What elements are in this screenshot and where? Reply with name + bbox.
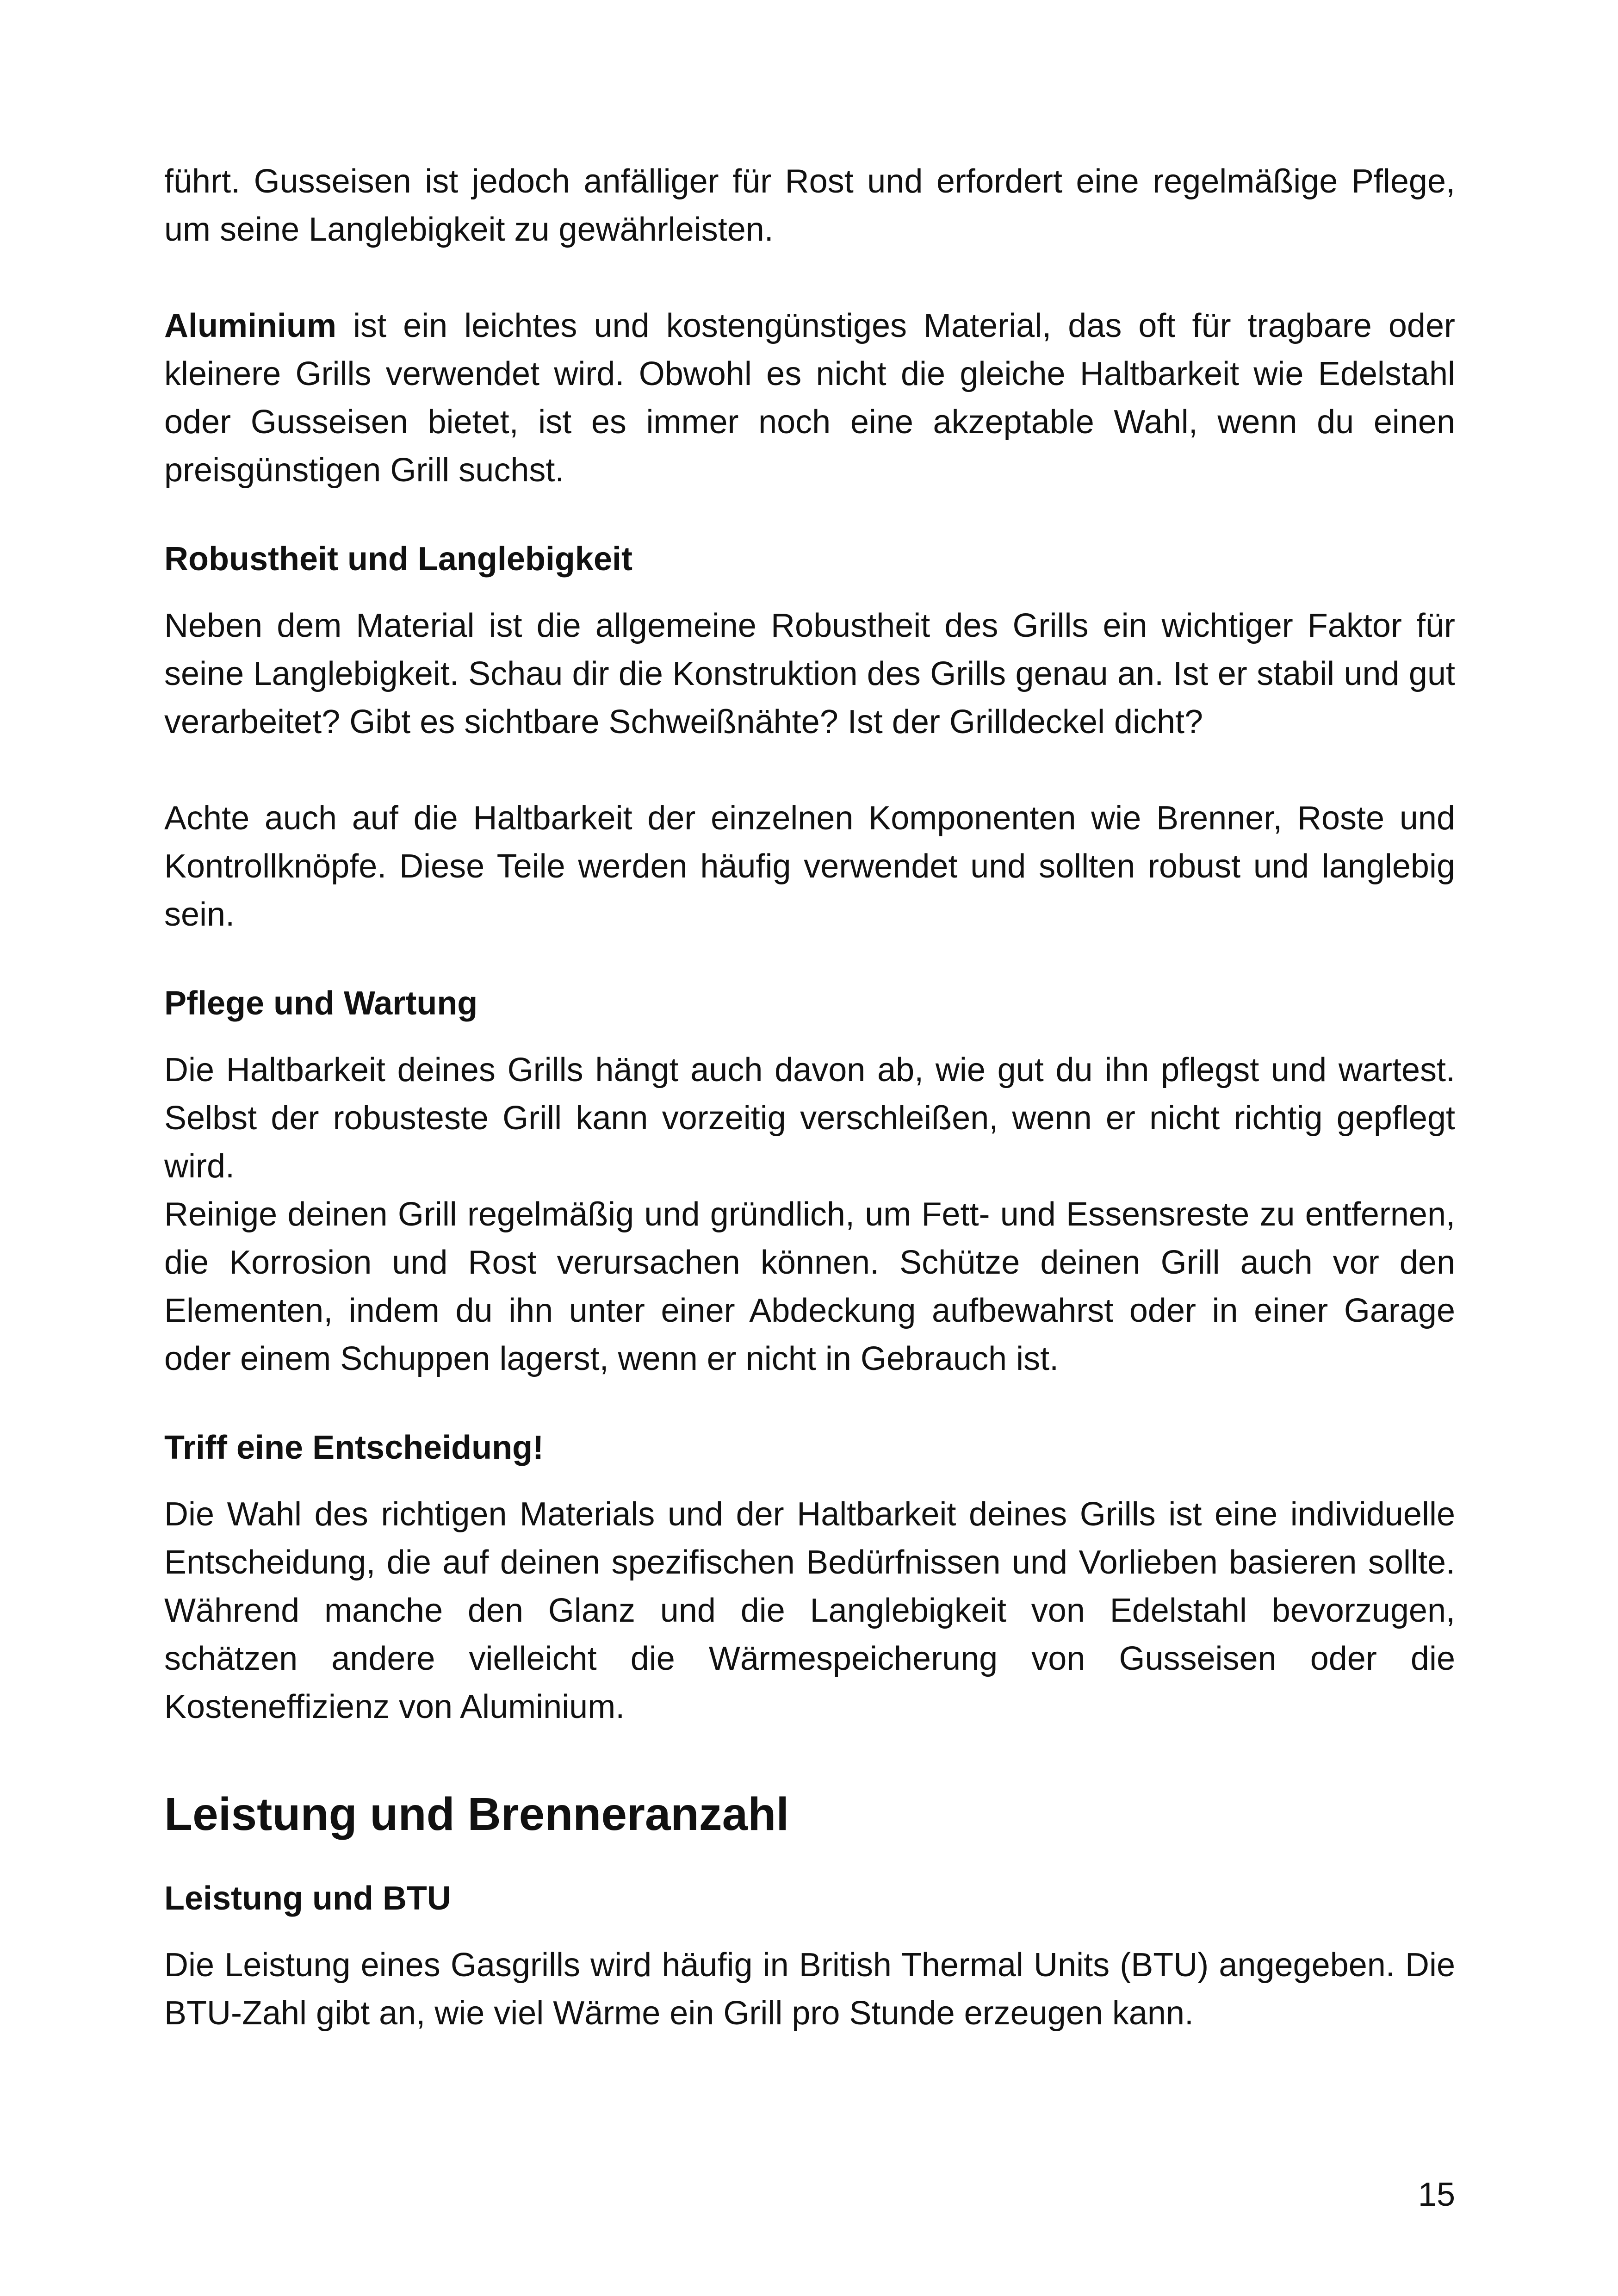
page-number: 15 (1418, 2176, 1455, 2213)
heading-entscheidung: Triff eine Entscheidung! (164, 1429, 544, 1466)
paragraph-aluminium (164, 302, 1455, 494)
paragraph-robustheit-1: Neben dem Material ist die allgemeine Robustheit des Grills ein wichtiger Faktor für seine Langlebigkeit. Schau dir die Konstruktion des Grills genau an. Ist er stabil und gut verarbeitet? Gibt es sichtbare Schweißnähte? Ist der Grilldeckel dicht? (164, 607, 1455, 740)
heading-pflege: Pflege und Wartung (164, 985, 478, 1022)
aluminium-lead: Aluminium (164, 307, 336, 344)
section-title-leistung: Leistung und Brenneranzahl (164, 1788, 789, 1840)
paragraph-cast-iron-end: führt. Gusseisen ist jedoch anfälliger für Rost und erfordert eine regelmäßige Pflege, um seine Langlebigkeit zu gewährleisten. (164, 163, 1455, 248)
paragraph-pflege-1: Die Haltbarkeit deines Grills hängt auch davon ab, wie gut du ihn pflegst und wartest. Selbst der robusteste Grill kann vorzeitig verschleißen, wenn er nicht richtig gepflegt wird. (164, 1052, 1455, 1185)
paragraph-leistung-btu: Die Leistung eines Gasgrills wird häufig in British Thermal Units (BTU) angegeben. Die BTU-Zahl gibt an, wie viel Wärme ein Grill pro Stunde erzeugen kann. (164, 1947, 1455, 2032)
heading-robustheit: Robustheit und Langlebigkeit (164, 541, 632, 578)
heading-leistung-btu: Leistung und BTU (164, 1880, 451, 1917)
paragraph-robustheit-2: Achte auch auf die Haltbarkeit der einzelnen Komponenten wie Brenner, Roste und Kontrollknöpfe. Diese Teile werden häufig verwendet und sollten robust und langlebig sein. (164, 800, 1455, 933)
aluminium-text: ist ein leichtes und kostengünstiges Material, das oft für tragbare oder kleinere Grills verwendet wird. Obwohl es nicht die gleiche Haltbarkeit wie Edelstahl oder Gusseisen bietet, ist es immer noch eine akzeptable Wahl, wenn du einen preisgünstigen Grill suchst. (164, 307, 1455, 489)
page-content (164, 157, 1455, 2037)
paragraph-entscheidung: Die Wahl des richtigen Materials und der Haltbarkeit deines Grills ist eine individuelle Entscheidung, die auf deinen spezifischen Bedürfnissen und Vorlieben basieren sollte. Während manche den Glanz und die Langlebigkeit von Edelstahl bevorzugen, schätzen andere vielleicht die Wärmespeicherung von Gusseisen oder die Kosteneffizienz von Aluminium. (164, 1496, 1455, 1725)
paragraph-pflege-2: Reinige deinen Grill regelmäßig und gründlich, um Fett- und Essensreste zu entfernen, die Korrosion und Rost verursachen können. Schütze deinen Grill auch vor den Elementen, indem du ihn unter einer Abdeckung aufbewahrst oder in einer Garage oder einem Schuppen lagerst, wenn er nicht in Gebrauch ist. (164, 1196, 1455, 1377)
